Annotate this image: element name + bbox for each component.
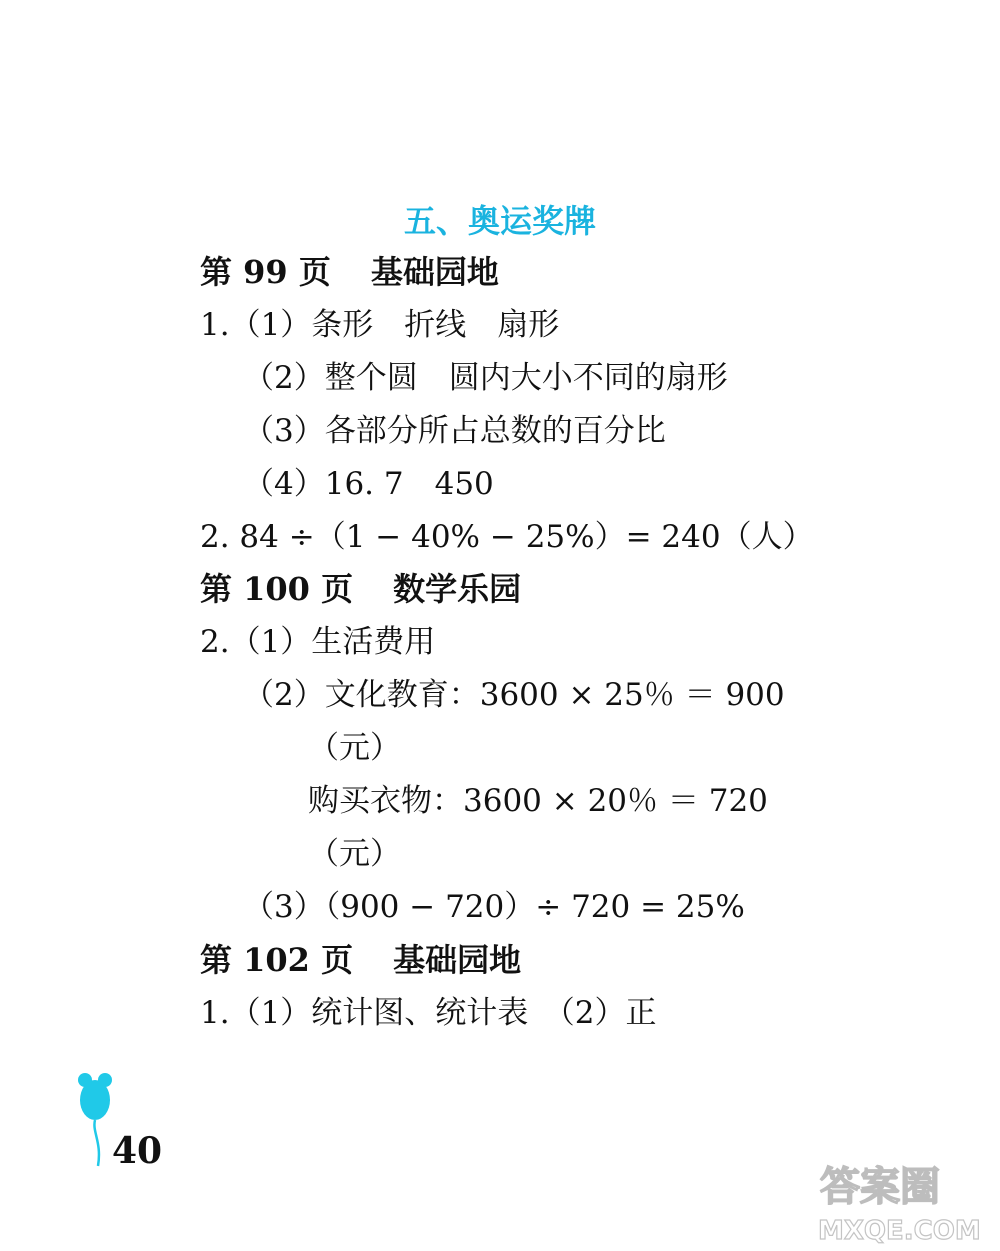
answer-line: （元） <box>308 836 401 872</box>
section-heading <box>200 938 521 982</box>
heading-page: 第 102 页 <box>200 941 354 979</box>
heading-page: 第 99 页 <box>200 253 331 291</box>
section-heading <box>200 250 499 294</box>
heading-name: 数学乐园 <box>393 570 522 608</box>
heading-name: 基础园地 <box>393 941 522 979</box>
watermark-logo <box>800 1155 995 1247</box>
heading-name: 基础园地 <box>370 253 499 291</box>
watermark-url: MXQE.COM <box>818 1216 981 1246</box>
answer-line: （4）16. 7 450 <box>243 466 494 502</box>
answer-line: （3）（900 − 720）÷ 720 = 25% <box>243 889 745 925</box>
mouse-icon <box>76 1070 116 1174</box>
answer-line: 购买衣物：3600 × 20％ ＝ 720 <box>308 783 768 819</box>
heading-page: 第 100 页 <box>200 570 354 608</box>
answer-line: （2）文化教育：3600 × 25％ ＝ 900 <box>243 677 785 713</box>
answer-line: 2. 84 ÷（1 − 40% − 25%）= 240（人） <box>200 519 814 555</box>
answer-line: （2）整个圆 圆内大小不同的扇形 <box>243 360 728 396</box>
section-heading <box>200 567 521 611</box>
section-title: 五、奥运奖牌 <box>403 202 596 240</box>
answer-line: 1.（1）统计图、统计表 （2）正 <box>200 995 657 1031</box>
page-number: 40 <box>112 1130 163 1172</box>
answer-line: （3）各部分所占总数的百分比 <box>243 413 666 449</box>
answer-line: 2.（1）生活费用 <box>200 624 436 660</box>
answer-line: 1.（1）条形 折线 扇形 <box>200 307 560 343</box>
watermark-text: 答案圈 <box>820 1164 940 1210</box>
answer-line: （元） <box>308 730 401 766</box>
